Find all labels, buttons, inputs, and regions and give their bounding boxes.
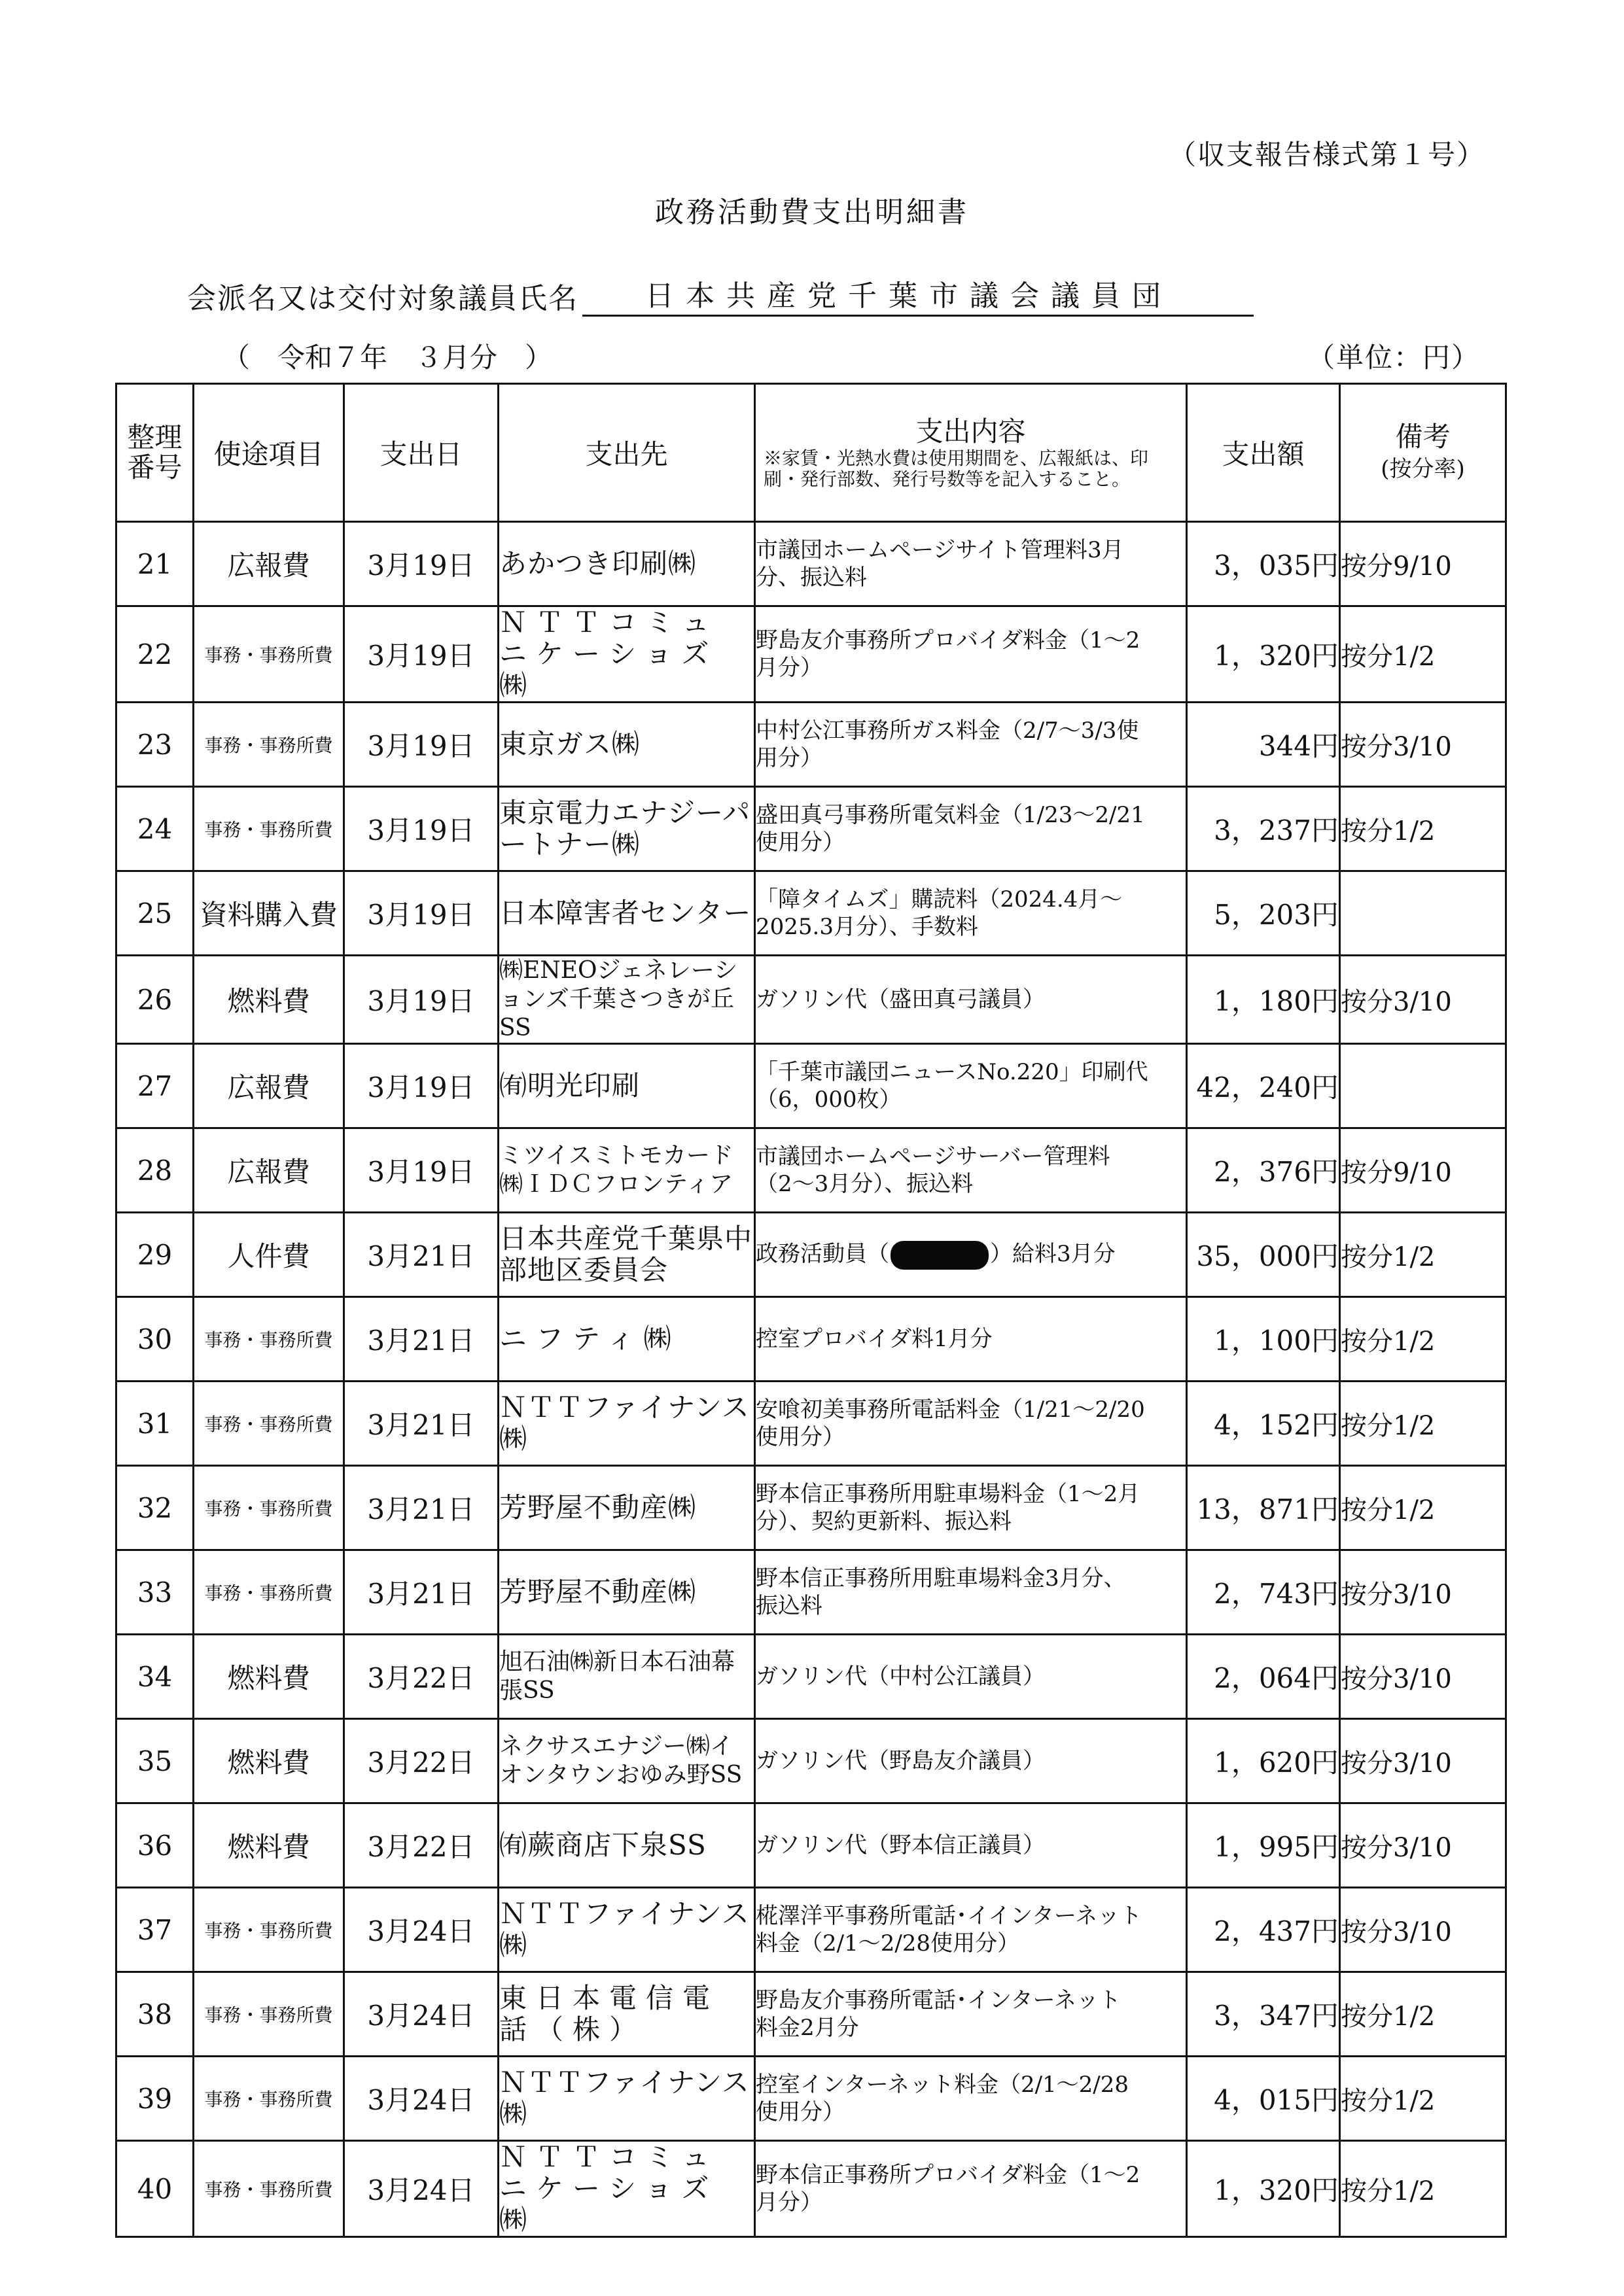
content-line-2: 月分） bbox=[756, 655, 822, 681]
content-line-1: 「障タイムズ」購読料（2024.4月～ bbox=[756, 886, 1123, 913]
cell-date: 3月19日 bbox=[344, 703, 499, 787]
content-line-1: ガソリン代（中村公江議員） bbox=[756, 1663, 1045, 1690]
cell-payee: 日本共産党千葉県中部地区委員会 bbox=[499, 1213, 755, 1297]
cell-amount: 3，237円 bbox=[1187, 787, 1340, 871]
cell-payee: 東京ガス㈱ bbox=[499, 703, 755, 787]
cell-ratio: 按分3/10 bbox=[1340, 1550, 1506, 1635]
content-line-1: 野島友介事務所プロバイダ料金（1～2 bbox=[756, 627, 1140, 653]
cell-payee: 東日本電信電話（株） bbox=[499, 1972, 755, 2057]
cell-no: 26 bbox=[116, 956, 194, 1044]
cell-content bbox=[755, 703, 1187, 787]
cell-date: 3月21日 bbox=[344, 1382, 499, 1466]
table-row bbox=[116, 2141, 1506, 2237]
content-line-2: 用分） bbox=[756, 745, 822, 771]
cell-payee: 芳野屋不動産㈱ bbox=[499, 1466, 755, 1550]
cell-content bbox=[755, 1888, 1187, 1972]
content-text: 政務活動員（ bbox=[756, 1240, 889, 1267]
cell-content bbox=[755, 1635, 1187, 1719]
table-row bbox=[116, 956, 1506, 1044]
cell-payee: ＮＴＴファイナンス㈱ bbox=[499, 1382, 755, 1466]
cell-no: 40 bbox=[116, 2141, 194, 2237]
cell-amount: 13，871円 bbox=[1187, 1466, 1340, 1550]
cell-category: 事務・事務所費 bbox=[194, 606, 344, 703]
cell-payee: 芳野屋不動産㈱ bbox=[499, 1550, 755, 1635]
cell-payee: ㈲蕨商店下泉SS bbox=[499, 1803, 755, 1888]
cell-amount: 1，180円 bbox=[1187, 956, 1340, 1044]
content-line-1: 市議団ホームページサイト管理料3月 bbox=[756, 537, 1124, 563]
form-number: （収支報告様式第１号） bbox=[1168, 139, 1485, 171]
cell-content bbox=[755, 1128, 1187, 1213]
cell-date: 3月21日 bbox=[344, 1550, 499, 1635]
cell-amount: 1，620円 bbox=[1187, 1719, 1340, 1803]
cell-no: 27 bbox=[116, 1044, 194, 1128]
cell-date: 3月24日 bbox=[344, 2141, 499, 2237]
table-header-row bbox=[116, 384, 1506, 522]
cell-date: 3月19日 bbox=[344, 1128, 499, 1213]
cell-category: 広報費 bbox=[194, 522, 344, 606]
table-row bbox=[116, 787, 1506, 871]
cell-date: 3月19日 bbox=[344, 522, 499, 606]
cell-ratio: 按分1/2 bbox=[1340, 1972, 1506, 2057]
cell-content bbox=[755, 1297, 1187, 1382]
content-line-2: 使用分） bbox=[756, 1424, 845, 1450]
cell-no: 36 bbox=[116, 1803, 194, 1888]
cell-content bbox=[755, 2057, 1187, 2141]
table-row bbox=[116, 1972, 1506, 2057]
content-line-1: 椛澤洋平事務所電話･イインターネット bbox=[756, 1903, 1142, 1929]
cell-ratio: 按分9/10 bbox=[1340, 522, 1506, 606]
cell-amount: 1，320円 bbox=[1187, 606, 1340, 703]
content-line-2: 分）、契約更新料、振込料 bbox=[756, 1508, 1012, 1535]
cell-date: 3月22日 bbox=[344, 1635, 499, 1719]
cell-content bbox=[755, 522, 1187, 606]
cell-ratio: 按分9/10 bbox=[1340, 1128, 1506, 1213]
header-date: 支出日 bbox=[344, 384, 499, 522]
content-line-1: 市議団ホームページサーバー管理料 bbox=[756, 1143, 1110, 1170]
table-row bbox=[116, 522, 1506, 606]
cell-amount: 1，100円 bbox=[1187, 1297, 1340, 1382]
cell-no: 39 bbox=[116, 2057, 194, 2141]
cell-ratio: 按分1/2 bbox=[1340, 1466, 1506, 1550]
header-no-line1: 整理 bbox=[127, 421, 183, 453]
table-row bbox=[116, 1803, 1506, 1888]
cell-no: 34 bbox=[116, 1635, 194, 1719]
cell-content bbox=[755, 1972, 1187, 2057]
cell-payee: ＮＴＴコミュニケーショズ㈱ bbox=[499, 606, 755, 703]
content-line-1: 野本信正事務所用駐車場料金（1～2月 bbox=[756, 1481, 1140, 1507]
cell-ratio: 按分1/2 bbox=[1340, 1297, 1506, 1382]
header-remarks-title: 備考 bbox=[1395, 420, 1451, 453]
table-body bbox=[116, 522, 1506, 2237]
content-line-1: 野本信正事務所用駐車場料金3月分、 bbox=[756, 1565, 1126, 1592]
cell-no: 22 bbox=[116, 606, 194, 703]
cell-category: 燃料費 bbox=[194, 956, 344, 1044]
page-title: 政務活動費支出明細書 bbox=[655, 196, 969, 229]
cell-amount: 2，376円 bbox=[1187, 1128, 1340, 1213]
content-line-1: 安喰初美事務所電話料金（1/21～2/20 bbox=[756, 1397, 1145, 1423]
cell-category: 広報費 bbox=[194, 1044, 344, 1128]
table-row bbox=[116, 871, 1506, 956]
cell-category: 事務・事務所費 bbox=[194, 1550, 344, 1635]
cell-category: 事務・事務所費 bbox=[194, 1888, 344, 1972]
cell-date: 3月19日 bbox=[344, 606, 499, 703]
cell-content bbox=[755, 1466, 1187, 1550]
cell-date: 3月21日 bbox=[344, 1466, 499, 1550]
cell-payee: ミツイスミトモカード㈱ＩＤＣフロンティア bbox=[499, 1128, 755, 1213]
cell-no: 37 bbox=[116, 1888, 194, 1972]
cell-no: 35 bbox=[116, 1719, 194, 1803]
cell-no: 38 bbox=[116, 1972, 194, 2057]
cell-payee: 旭石油㈱新日本石油幕張SS bbox=[499, 1635, 755, 1719]
content-line-1: 控室インターネット料金（2/1～2/28 bbox=[756, 2072, 1129, 2098]
table-row bbox=[116, 2057, 1506, 2141]
cell-ratio: 按分3/10 bbox=[1340, 703, 1506, 787]
table-row bbox=[116, 1128, 1506, 1213]
cell-content bbox=[755, 1719, 1187, 1803]
cell-payee: 東京電力エナジーパートナー㈱ bbox=[499, 787, 755, 871]
cell-date: 3月22日 bbox=[344, 1719, 499, 1803]
table-row bbox=[116, 1044, 1506, 1128]
currency-unit: （単位：円） bbox=[1307, 341, 1480, 374]
cell-category: 事務・事務所費 bbox=[194, 1466, 344, 1550]
cell-amount: 5，203円 bbox=[1187, 871, 1340, 956]
content-line-2: 2025.3月分）、手数料 bbox=[756, 914, 978, 940]
cell-category: 燃料費 bbox=[194, 1803, 344, 1888]
reporting-period: （ 令和７年 ３月分 ） bbox=[222, 341, 553, 374]
cell-date: 3月24日 bbox=[344, 1888, 499, 1972]
cell-category: 事務・事務所費 bbox=[194, 1297, 344, 1382]
cell-no: 28 bbox=[116, 1128, 194, 1213]
cell-amount: 2，064円 bbox=[1187, 1635, 1340, 1719]
cell-amount: 4，015円 bbox=[1187, 2057, 1340, 2141]
cell-ratio: 按分1/2 bbox=[1340, 1213, 1506, 1297]
cell-content bbox=[755, 1550, 1187, 1635]
content-line-1: 野島友介事務所電話･インターネット bbox=[756, 1987, 1121, 2013]
content-line-1: 野本信正事務所プロバイダ料金（1～2 bbox=[756, 2162, 1140, 2188]
cell-ratio: 按分1/2 bbox=[1340, 2057, 1506, 2141]
table-row bbox=[116, 1213, 1506, 1297]
cell-category: 事務・事務所費 bbox=[194, 787, 344, 871]
cell-no: 23 bbox=[116, 703, 194, 787]
cell-amount: 42，240円 bbox=[1187, 1044, 1340, 1128]
header-remarks bbox=[1340, 384, 1506, 522]
cell-ratio: 按分1/2 bbox=[1340, 606, 1506, 703]
content-line-1: 中村公江事務所ガス料金（2/7～3/3使 bbox=[756, 718, 1139, 744]
organization-line bbox=[187, 275, 1254, 317]
cell-content bbox=[755, 1382, 1187, 1466]
content-line-1: 「千葉市議団ニュースNo.220」印刷代 bbox=[756, 1059, 1148, 1085]
cell-amount: 35，000円 bbox=[1187, 1213, 1340, 1297]
cell-category: 事務・事務所費 bbox=[194, 703, 344, 787]
cell-no: 29 bbox=[116, 1213, 194, 1297]
cell-payee: あかつき印刷㈱ bbox=[499, 522, 755, 606]
header-content-title: 支出内容 bbox=[915, 415, 1026, 447]
cell-ratio: 按分3/10 bbox=[1340, 1888, 1506, 1972]
cell-date: 3月19日 bbox=[344, 871, 499, 956]
cell-category: 事務・事務所費 bbox=[194, 2141, 344, 2237]
redaction-mark bbox=[891, 1241, 989, 1270]
cell-ratio: 按分1/2 bbox=[1340, 787, 1506, 871]
cell-content bbox=[755, 871, 1187, 956]
cell-amount: 1，995円 bbox=[1187, 1803, 1340, 1888]
cell-content bbox=[755, 1213, 1187, 1297]
content-line-2: 料金（2/1～2/28使用分） bbox=[756, 1930, 1020, 1957]
cell-payee: ＮＴＴコミュニケーショズ㈱ bbox=[499, 2141, 755, 2237]
content-line-1: 盛田真弓事務所電気料金（1/23～2/21 bbox=[756, 802, 1145, 828]
cell-content bbox=[755, 2141, 1187, 2237]
cell-amount: 344円 bbox=[1187, 703, 1340, 787]
header-no-line2: 番号 bbox=[127, 451, 183, 483]
content-text-2: ）給料3月分 bbox=[990, 1240, 1116, 1267]
cell-no: 30 bbox=[116, 1297, 194, 1382]
cell-no: 33 bbox=[116, 1550, 194, 1635]
cell-category: 事務・事務所費 bbox=[194, 1972, 344, 2057]
expense-table bbox=[115, 383, 1507, 2238]
cell-category: 広報費 bbox=[194, 1128, 344, 1213]
cell-no: 24 bbox=[116, 787, 194, 871]
cell-date: 3月24日 bbox=[344, 1972, 499, 2057]
cell-no: 32 bbox=[116, 1466, 194, 1550]
cell-ratio bbox=[1340, 1044, 1506, 1128]
content-line-2: （2～3月分）、振込料 bbox=[756, 1171, 974, 1197]
cell-ratio: 按分3/10 bbox=[1340, 1803, 1506, 1888]
header-remarks-sub: (按分率) bbox=[1381, 455, 1465, 482]
cell-payee: ＮＴＴファイナンス㈱ bbox=[499, 2057, 755, 2141]
cell-category: 燃料費 bbox=[194, 1635, 344, 1719]
cell-category: 人件費 bbox=[194, 1213, 344, 1297]
cell-no: 31 bbox=[116, 1382, 194, 1466]
content-line-2: 使用分） bbox=[756, 829, 845, 856]
table-row bbox=[116, 703, 1506, 787]
content-line-2: 使用分） bbox=[756, 2099, 845, 2125]
content-line-2: 月分） bbox=[756, 2189, 822, 2216]
table-row bbox=[116, 1888, 1506, 1972]
table-row bbox=[116, 1382, 1506, 1466]
content-line-2: 分、振込料 bbox=[756, 565, 867, 591]
organization-name: 日本共産党千葉市議会議員団 bbox=[582, 278, 1254, 317]
cell-date: 3月19日 bbox=[344, 1044, 499, 1128]
cell-ratio bbox=[1340, 871, 1506, 956]
cell-payee: 日本障害者センター bbox=[499, 871, 755, 956]
cell-amount: 4，152円 bbox=[1187, 1382, 1340, 1466]
cell-ratio: 按分3/10 bbox=[1340, 956, 1506, 1044]
cell-ratio: 按分3/10 bbox=[1340, 1719, 1506, 1803]
cell-amount: 2，437円 bbox=[1187, 1888, 1340, 1972]
table-row bbox=[116, 1635, 1506, 1719]
cell-content bbox=[755, 787, 1187, 871]
header-content bbox=[755, 384, 1187, 522]
cell-category: 資料購入費 bbox=[194, 871, 344, 956]
cell-payee: ㈲明光印刷 bbox=[499, 1044, 755, 1128]
cell-category: 燃料費 bbox=[194, 1719, 344, 1803]
cell-amount: 3，035円 bbox=[1187, 522, 1340, 606]
cell-date: 3月24日 bbox=[344, 2057, 499, 2141]
header-payee: 支出先 bbox=[499, 384, 755, 522]
cell-content bbox=[755, 1803, 1187, 1888]
cell-ratio: 按分1/2 bbox=[1340, 2141, 1506, 2237]
content-line-1: ガソリン代（野島友介議員） bbox=[756, 1748, 1045, 1774]
content-line-1: ガソリン代（盛田真弓議員） bbox=[756, 986, 1045, 1013]
cell-date: 3月19日 bbox=[344, 956, 499, 1044]
cell-content bbox=[755, 956, 1187, 1044]
cell-date: 3月21日 bbox=[344, 1213, 499, 1297]
content-line-2: 振込料 bbox=[756, 1593, 822, 1619]
cell-payee: ㈱ENEOジェネレーションズ千葉さつきが丘SS bbox=[499, 956, 755, 1044]
content-line-2: 料金2月分 bbox=[756, 2015, 859, 2041]
table-row bbox=[116, 606, 1506, 703]
cell-payee: ネクサスエナジー㈱イオンタウンおゆみ野SS bbox=[499, 1719, 755, 1803]
header-category: 使途項目 bbox=[194, 384, 344, 522]
cell-category: 事務・事務所費 bbox=[194, 2057, 344, 2141]
cell-amount: 3，347円 bbox=[1187, 1972, 1340, 2057]
content-line-1: ガソリン代（野本信正議員） bbox=[756, 1832, 1045, 1858]
cell-content bbox=[755, 606, 1187, 703]
header-no bbox=[116, 384, 194, 522]
cell-payee: ＮＴＴファイナンス㈱ bbox=[499, 1888, 755, 1972]
table-row bbox=[116, 1466, 1506, 1550]
organization-label: 会派名又は交付対象議員氏名 bbox=[187, 282, 578, 315]
header-amount: 支出額 bbox=[1187, 384, 1340, 522]
table-row bbox=[116, 1550, 1506, 1635]
header-content-note: ※家賃・光熱水費は使用期間を、広報紙は、印刷・発行部数、発行号数等を記入すること。 bbox=[764, 447, 1149, 490]
content-line-2: （6，000枚） bbox=[756, 1087, 902, 1113]
cell-date: 3月21日 bbox=[344, 1297, 499, 1382]
content-line-1: 控室プロバイダ料1月分 bbox=[756, 1326, 993, 1352]
cell-amount: 2，743円 bbox=[1187, 1550, 1340, 1635]
cell-date: 3月19日 bbox=[344, 787, 499, 871]
cell-no: 25 bbox=[116, 871, 194, 956]
cell-ratio: 按分3/10 bbox=[1340, 1635, 1506, 1719]
cell-payee: ニフティ㈱ bbox=[499, 1297, 755, 1382]
cell-category: 事務・事務所費 bbox=[194, 1382, 344, 1466]
cell-amount: 1，320円 bbox=[1187, 2141, 1340, 2237]
cell-content bbox=[755, 1044, 1187, 1128]
cell-no: 21 bbox=[116, 522, 194, 606]
cell-ratio: 按分1/2 bbox=[1340, 1382, 1506, 1466]
table-row bbox=[116, 1297, 1506, 1382]
cell-date: 3月22日 bbox=[344, 1803, 499, 1888]
table-row bbox=[116, 1719, 1506, 1803]
